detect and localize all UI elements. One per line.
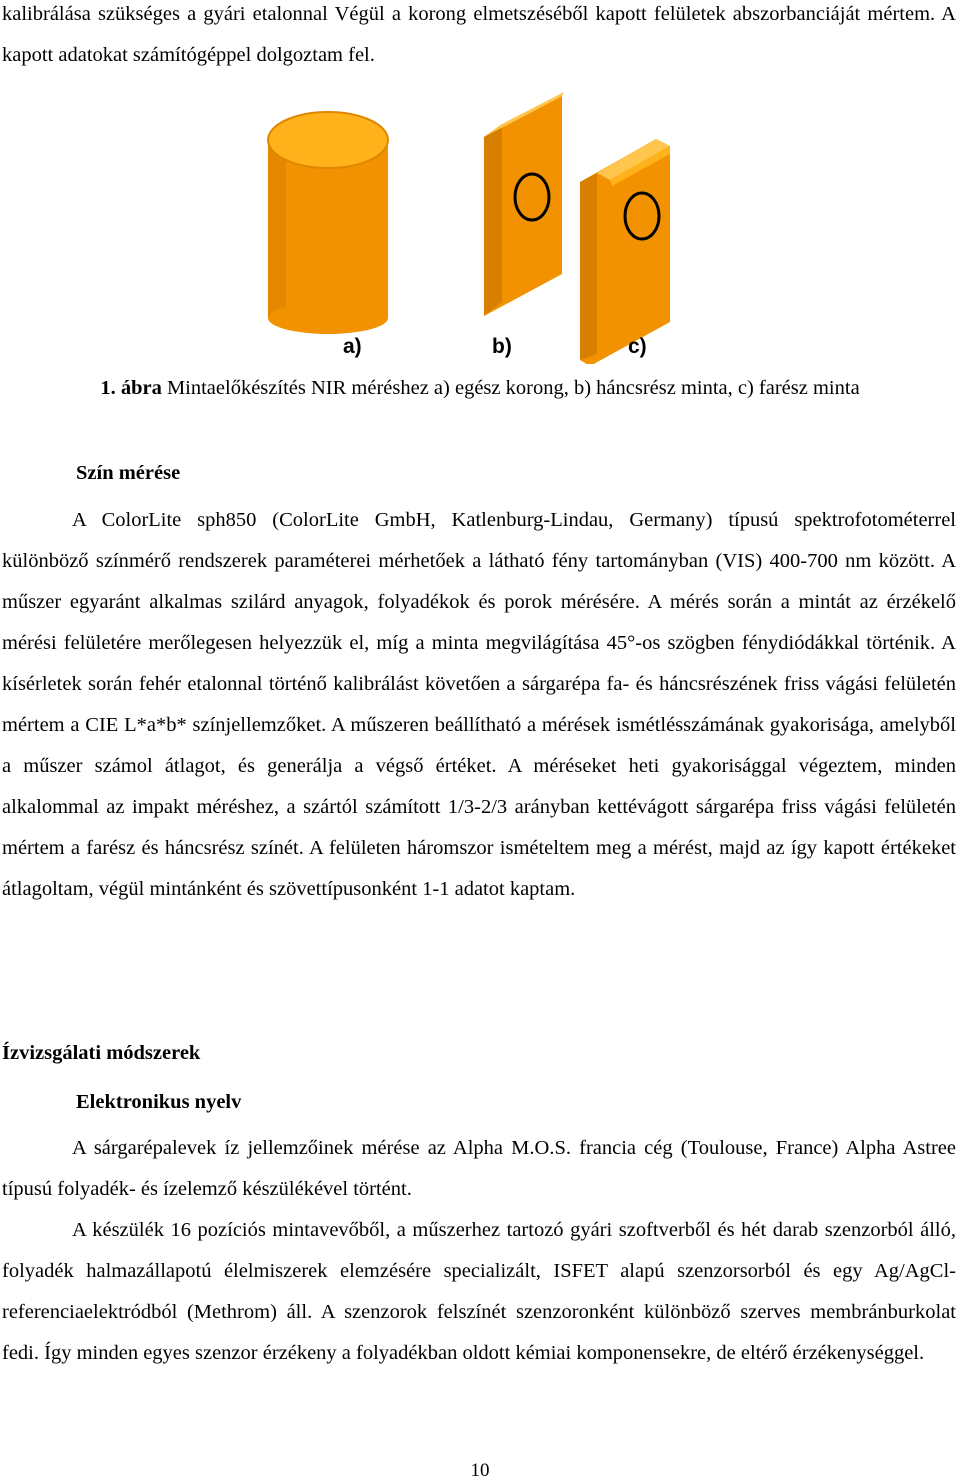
wood-sample-illustration xyxy=(580,139,670,364)
figure-label-c: c) xyxy=(628,335,647,358)
intro-paragraph: kalibrálása szükséges a gyári etalonnal Végül a korong elmetszéséből kapott felületek abszorbanciáját mértem. A kapott adatokat számítógéppel dolgoztam fel. xyxy=(2,3,956,66)
electronic-tongue-heading: Elektronikus nyelv xyxy=(76,1091,242,1113)
page-number: 10 xyxy=(470,1460,490,1481)
figure-caption xyxy=(0,377,960,400)
figure-label-a: a) xyxy=(343,335,362,358)
bark-sample-illustration xyxy=(484,92,564,316)
figure-caption-text: Mintaelőkészítés NIR méréshez a) egész korong, b) háncsrész minta, c) farész minta xyxy=(161,377,860,399)
taste-paragraph-1: A sárgarépalevek íz jellemzőinek mérése az Alpha M.O.S. francia cég (Toulouse, France) Alpha Astree típusú folyadék- és ízelemző készülékével történt. xyxy=(2,1137,956,1200)
taste-paragraph-2: A készülék 16 pozíciós mintavevőből, a műszerhez tartozó gyári szoftverből és hét darab szenzorból álló, folyadék halmazállapotú élelmiszerek elemzésére specializált, ISFET alapú szenzorsorból és egy Ag/AgCl-referenciaelektródból (Methrom) áll. A szenzorok felszínét szenzoronként különböző szerves membránburkolat fedi. Így minden egyes szenzor érzékeny a folyadékban oldott kémiai komponensekre, de eltérő érzékenységgel. xyxy=(2,1219,956,1364)
whole-disc-illustration xyxy=(268,112,388,334)
figure-label-b: b) xyxy=(492,335,512,358)
taste-section-heading: Ízvizsgálati módszerek xyxy=(2,1042,201,1064)
figure-caption-number: 1. ábra xyxy=(100,377,162,399)
color-section-heading: Szín mérése xyxy=(76,462,181,484)
sample-preparation-figure xyxy=(240,82,752,364)
color-section-paragraph: A ColorLite sph850 (ColorLite GmbH, Katlenburg-Lindau, Germany) típusú spektrofotométerrel különböző színmérő rendszerek paraméterei mérhetőek a látható fény tartományban (VIS) 400-700 nm között. A műszer egyaránt alkalmas szilárd anyagok, folyadékok és porok mérésére. A mérés során a mintát az érzékelő mérési felületére merőlegesen helyezzük el, míg a minta megvilágítása 45°-os szögben fénydiódákkal történik. A kísérletek során fehér etalonnal történő kalibrálást követően a sárgarépa fa- és háncsrészének friss vágási felületén mértem a CIE L*a*b* színjellemzőket. A műszeren beállítható a mérések ismétlésszámának gyakorisága, amelyből a műszer számol átlagot, és generálja a végső értéket. A méréseket heti gyakorisággal végeztem, minden alkalommal az impakt méréshez, a szártól számított 1/3-2/3 arányban kettévágott sárgarépa friss vágási felületén mértem a farész és háncsrész színét. A felületen háromszor ismételtem meg a mérést, majd az így kapott értékeket átlagoltam, végül mintánként és szövettípusonként 1-1 adatot kaptam. xyxy=(2,509,956,900)
